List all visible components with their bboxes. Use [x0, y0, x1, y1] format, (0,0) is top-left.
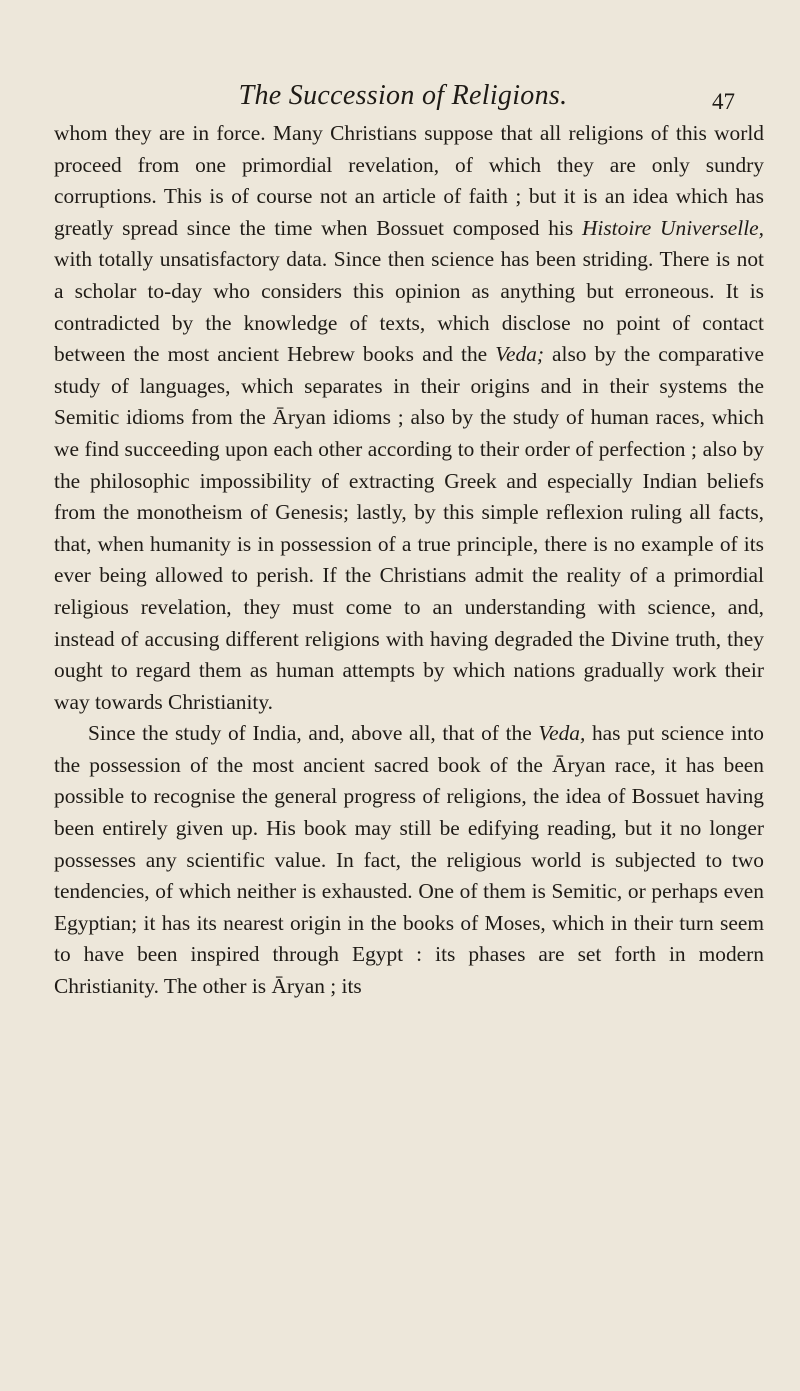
veda-italic: Veda; — [495, 342, 544, 367]
text-run: with totally unsatisfactory data. Since then science has been striding. There is not a scholar to-day who considers this opinion as anything but erroneous. It is contradicted by the knowledge of texts, which disclose no point of contact between the most ancient Hebrew books and the — [54, 247, 764, 367]
body-text — [54, 118, 764, 1003]
paragraph-2 — [54, 718, 764, 1002]
text-run: whom they are in force. Many Christians suppose that all religions of this world proceed from one primordial revelation, of which they are only sundry corruptions. This is of course not an article of faith ; but it is an idea which has greatly spread since the time when Bossuet composed his — [54, 121, 764, 240]
text-run: also by the comparative study of languages, which separates in their origins and in their systems the Semitic idioms from the Āryan idioms ; also by the study of human races, which we find succeeding upon each other according to their order of perfection ; also by the philosophic impossibility of extracting Greek and especially Indian beliefs from the monotheism of Genesis; lastly, by this simple reflexion ruling all facts, that, when humanity is in possession of a true principle, there is no example of its ever being allowed to perish. If the Christians admit the reality of a primordial religious revelation, they must come to an understanding with science, and, instead of accusing different religions with having degraded the Divine truth, they ought to regard them as human attempts by which nations gradually work their way towards Christianity. — [54, 342, 764, 714]
book-title-italic: Histoire Universelle, — [581, 215, 764, 240]
running-head-title: The Succession of Religions. — [238, 80, 568, 111]
text-run: Since the study of India, and, above all, that of the — [88, 721, 539, 746]
page-number: 47 — [712, 89, 735, 114]
text-run: has put science into the possession of the most ancient sacred book of the Āryan race, it has been possible to recognise the general progress of religions, the idea of Bossuet having been entirely given up. His book may still be edifying reading, but it no longer possesses any scientific value. In fact, the religious world is subjected to two tendencies, of which neither is exhausted. One of them is Semitic, or perhaps even Egyptian; it has its nearest origin in the books of Moses, which in their turn seem to have been inspired through Egypt : its phases are set forth in modern Christianity. The other is Āryan ; its — [54, 721, 764, 999]
paragraph-1 — [54, 118, 764, 718]
veda-italic: Veda, — [538, 721, 586, 746]
